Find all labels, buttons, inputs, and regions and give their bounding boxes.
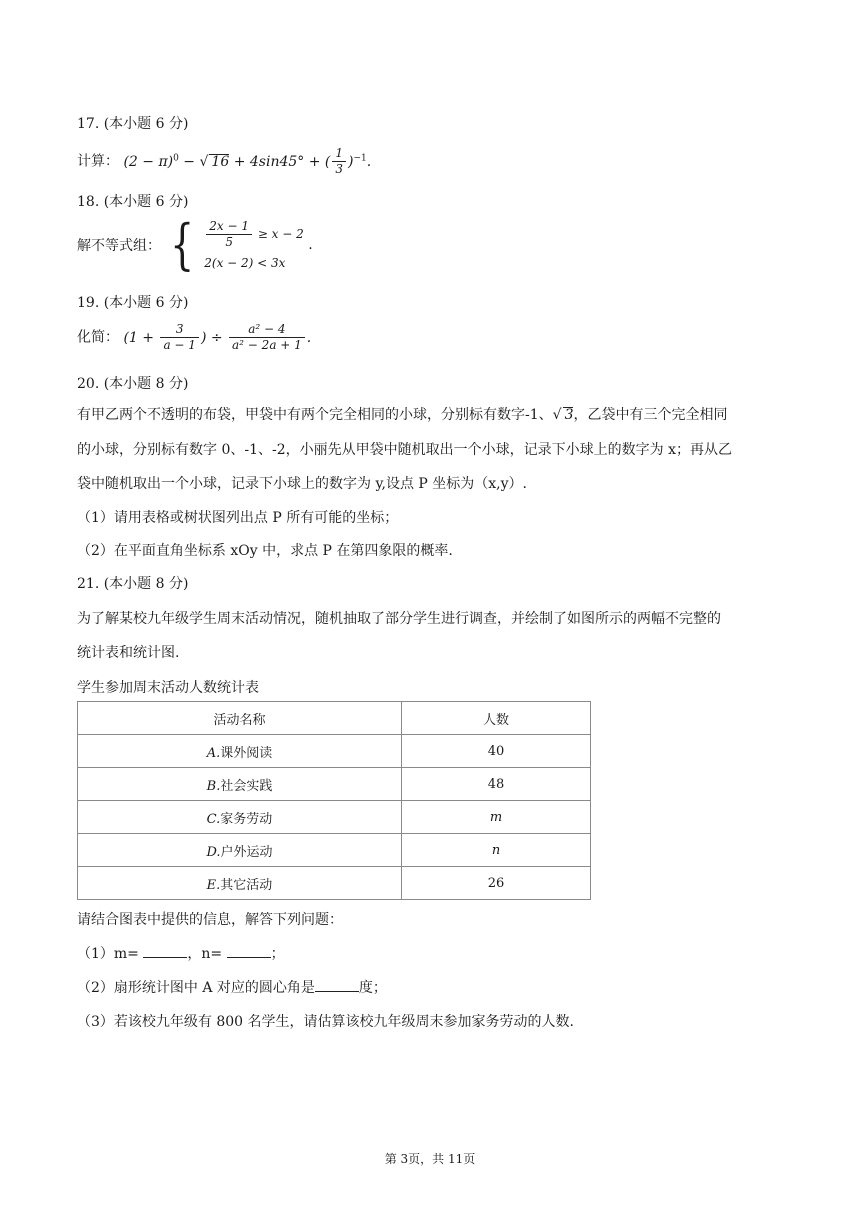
row-letter: A.: [206, 745, 221, 761]
q18-ineq1: [204, 219, 304, 250]
q19-f1-den: a − 1: [163, 338, 196, 352]
q19-p2: ) ÷: [200, 329, 228, 346]
q19-f1-num: 3: [160, 322, 198, 338]
q21-sub2a: （2）扇形统计图中 A 对应的圆心角是: [77, 980, 315, 996]
q17-expr-c: + 4sin45° + (: [229, 153, 331, 170]
q17-exp-a: 0: [173, 152, 179, 163]
sqrt-symbol: √: [199, 153, 209, 170]
q19-expression: [123, 322, 312, 352]
q21-sub1b: ，n=: [187, 946, 227, 962]
q19-f2-den: a² − 2a + 1: [232, 338, 302, 352]
q17-end: .: [366, 153, 372, 170]
q17-expr-d: ): [348, 153, 354, 170]
q19-prefix: 化简：: [77, 329, 119, 346]
row-name: 课外阅读: [220, 745, 273, 761]
activity-table: [77, 701, 591, 900]
answer-blank-m[interactable]: [143, 945, 187, 958]
table-cell-activity: [78, 801, 402, 834]
q20-line1b: ，乙袋中有三个完全相同: [573, 407, 728, 423]
q20-line3: 袋中随机取出一个小球，记录下小球上的数字为 y,设点 P 坐标为（x,y）.: [77, 476, 527, 492]
q21-line2: 统计表和统计图.: [77, 645, 180, 661]
q18-ineq1-den: 5: [225, 234, 233, 249]
table-cell-activity: [78, 768, 402, 801]
table-cell-count: [402, 801, 591, 834]
q21-header: 21. (本小题 8 分): [77, 576, 189, 592]
cell-value: n: [491, 842, 501, 858]
table-cell-count: 48: [402, 768, 591, 801]
q17-sqrt: 16: [211, 153, 230, 170]
q18-prefix: 解不等式组：: [77, 238, 161, 254]
q21-sub2: [77, 977, 387, 997]
q21-prompt: 请结合图表中提供的信息，解答下列问题：: [77, 912, 343, 928]
q20-line2: 的小球，分别标有数字 0、-1、-2，小丽先从甲袋中随机取出一个小球，记录下小球上的数字为 x；再从乙: [77, 442, 732, 458]
table-header-count: 人数: [402, 702, 591, 735]
table-cell-count: 26: [402, 867, 591, 900]
table-row: [78, 735, 591, 768]
row-letter: C.: [206, 811, 221, 827]
q21-sub3: （3）若该校九年级有 800 名学生，请估算该校九年级周末参加家务劳动的人数.: [77, 1014, 574, 1030]
q19-end: .: [306, 329, 312, 346]
table-row: [78, 834, 591, 867]
q21-line1: 为了解某校九年级学生周末活动情况，随机抽取了部分学生进行调查，并绘制了如图所示的两幅不完整的: [77, 611, 721, 627]
q18-header: 18. (本小题 6 分): [77, 194, 189, 210]
q21-sub1: [77, 943, 285, 963]
q18-body: [77, 213, 313, 276]
q19-header: 19. (本小题 6 分): [77, 295, 189, 311]
table-header-activity: 活动名称: [78, 702, 402, 735]
q18-system: [204, 219, 304, 272]
table-cell-activity: [78, 834, 402, 867]
q18-fraction: [206, 219, 252, 250]
q17-prefix: 计算：: [77, 153, 119, 170]
row-name: 其它活动: [220, 877, 273, 893]
q18-ineq1-num: 2x − 1: [206, 219, 252, 235]
q20-sqrt: 3: [564, 407, 574, 423]
q19-fraction-2: [229, 322, 305, 353]
q18-ineq2: 2(x − 2) < 3x: [204, 255, 286, 270]
q19-fraction-1: [160, 322, 198, 353]
q19-p1: (1 +: [123, 329, 159, 346]
q17-body: [77, 146, 371, 177]
table-cell-count: 40: [402, 735, 591, 768]
table-row: [78, 801, 591, 834]
q21-sub1c: ；: [270, 946, 285, 962]
page-footer: 第 3页，共 11页: [384, 1152, 476, 1166]
answer-blank-angle[interactable]: [315, 979, 359, 992]
row-letter: E.: [206, 877, 221, 893]
table-row: [78, 867, 591, 900]
q17-expression: [123, 146, 372, 176]
row-name: 户外运动: [220, 844, 273, 860]
cell-value: m: [489, 809, 503, 825]
row-letter: B.: [206, 778, 221, 794]
q19-f2-num: a² − 4: [229, 322, 305, 338]
row-name: 家务劳动: [220, 811, 273, 827]
table-cell-activity: [78, 867, 402, 900]
q17-fraction: [332, 146, 346, 177]
q20-line1a: 有甲乙两个不透明的布袋，甲袋中有两个完全相同的小球，分别标有数字-1、: [77, 407, 553, 423]
q17-header: 17. (本小题 6 分): [77, 116, 189, 132]
q20-sub2: （2）在平面直角坐标系 xOy 中，求点 P 在第四象限的概率.: [77, 543, 453, 559]
q20-header: 20. (本小题 8 分): [77, 376, 189, 392]
table-title: 学生参加周末活动人数统计表: [77, 680, 259, 696]
table-header-row: [78, 702, 591, 735]
table-cell-activity: [78, 735, 402, 768]
q20-sub1: （1）请用表格或树状图列出点 P 所有可能的坐标；: [77, 510, 399, 526]
row-letter: D.: [206, 844, 221, 860]
q21-sub1a: （1）m=: [77, 946, 144, 962]
row-name: 社会实践: [220, 778, 273, 794]
q20-line1: [77, 404, 727, 424]
q17-exp-b: −1: [353, 152, 367, 163]
q17-expr-b: −: [178, 153, 200, 170]
answer-blank-n[interactable]: [227, 945, 271, 958]
table-cell-count: [402, 834, 591, 867]
table-row: [78, 768, 591, 801]
q19-body: [77, 322, 311, 353]
q17-frac-den: 3: [335, 162, 344, 176]
q17-frac-num: 1: [332, 146, 346, 162]
q18-ineq1-rest: ≥ x − 2: [254, 226, 304, 241]
q17-expr-a: (2 − π): [123, 153, 174, 170]
sqrt-symbol: √: [552, 407, 562, 423]
q18-end: .: [308, 237, 313, 253]
left-brace: {: [170, 213, 195, 276]
q21-sub2b: 度；: [358, 980, 387, 996]
